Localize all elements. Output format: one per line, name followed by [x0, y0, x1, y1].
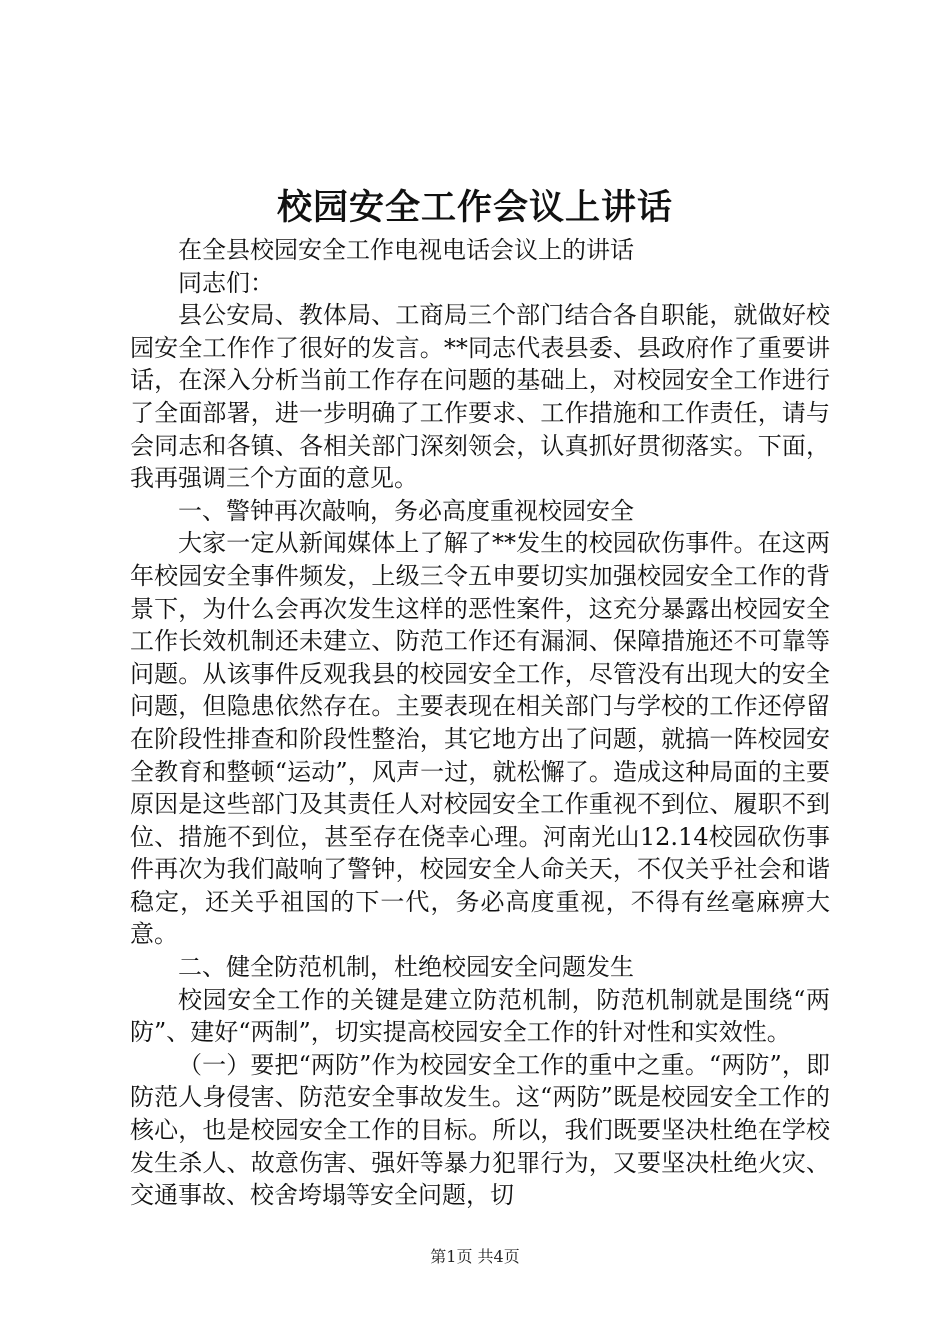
document-title: 校园安全工作会议上讲话: [276, 187, 673, 228]
body-paragraph: 校园安全工作的关键是建立防范机制，防范机制就是围绕“两防”、建好“两制”，切实提高校园安全工作的针对性和实效性。: [130, 985, 830, 1047]
salutation: 同志们：: [178, 268, 274, 297]
body-paragraph: （一）要把“两防”作为校园安全工作的重中之重。“两防”，即防范人身侵害、防范安全事故发生。这“两防”既是校园安全工作的核心，也是校园安全工作的目标。所以，我们既要坚决杜绝在学校发生杀人、故意伤害、强奸等暴力犯罪行为，又要坚决杜绝火灾、交通事故、校舍垮塌等安全问题，切: [130, 1050, 830, 1210]
page-footer: 第1页 共4页: [430, 1247, 520, 1266]
body-paragraph: 县公安局、教体局、工商局三个部门结合各自职能，就做好校园安全工作作了很好的发言。**同志代表县委、县政府作了重要讲话，在深入分析当前工作存在问题的基础上，对校园安全工作进行了全面部署，进一步明确了工作要求、工作措施和工作责任，请与会同志和各镇、各相关部门深刻领会，认真抓好贯彻落实。下面，我再强调三个方面的意见。: [130, 301, 830, 493]
body-paragraph: 大家一定从新闻媒体上了解了**发生的校园砍伤事件。在这两年校园安全事件频发，上级三令五申要切实加强校园安全工作的背景下，为什么会再次发生这样的恶性案件，这充分暴露出校园安全工作长效机制还未建立、防范工作还有漏洞、保障措施还不可靠等问题。从该事件反观我县的校园安全工作，尽管没有出现大的安全问题，但隐患依然存在。主要表现在相关部门与学校的工作还停留在阶段性排查和阶段性整治，其它地方出了问题，就搞一阵校园安全教育和整顿“运动”，风声一过，就松懈了。造成这种局面的主要原因是这些部门及其责任人对校园安全工作重视不到位、履职不到位、措施不到位，甚至存在侥幸心理。河南光山12.14校园砍伤事件再次为我们敲响了警钟，校园安全人命关天，不仅关乎社会和谐稳定，还关乎祖国的下一代，务必高度重视，不得有丝毫麻痹大意。: [130, 529, 830, 949]
speech-subtitle: 在全县校园安全工作电视电话会议上的讲话: [178, 236, 634, 264]
section-heading-2: 二、健全防范机制，杜绝校园安全问题发生: [178, 953, 634, 982]
section-heading-1: 一、警钟再次敲响，务必高度重视校园安全: [178, 496, 634, 525]
document-body: [130, 234, 830, 1212]
